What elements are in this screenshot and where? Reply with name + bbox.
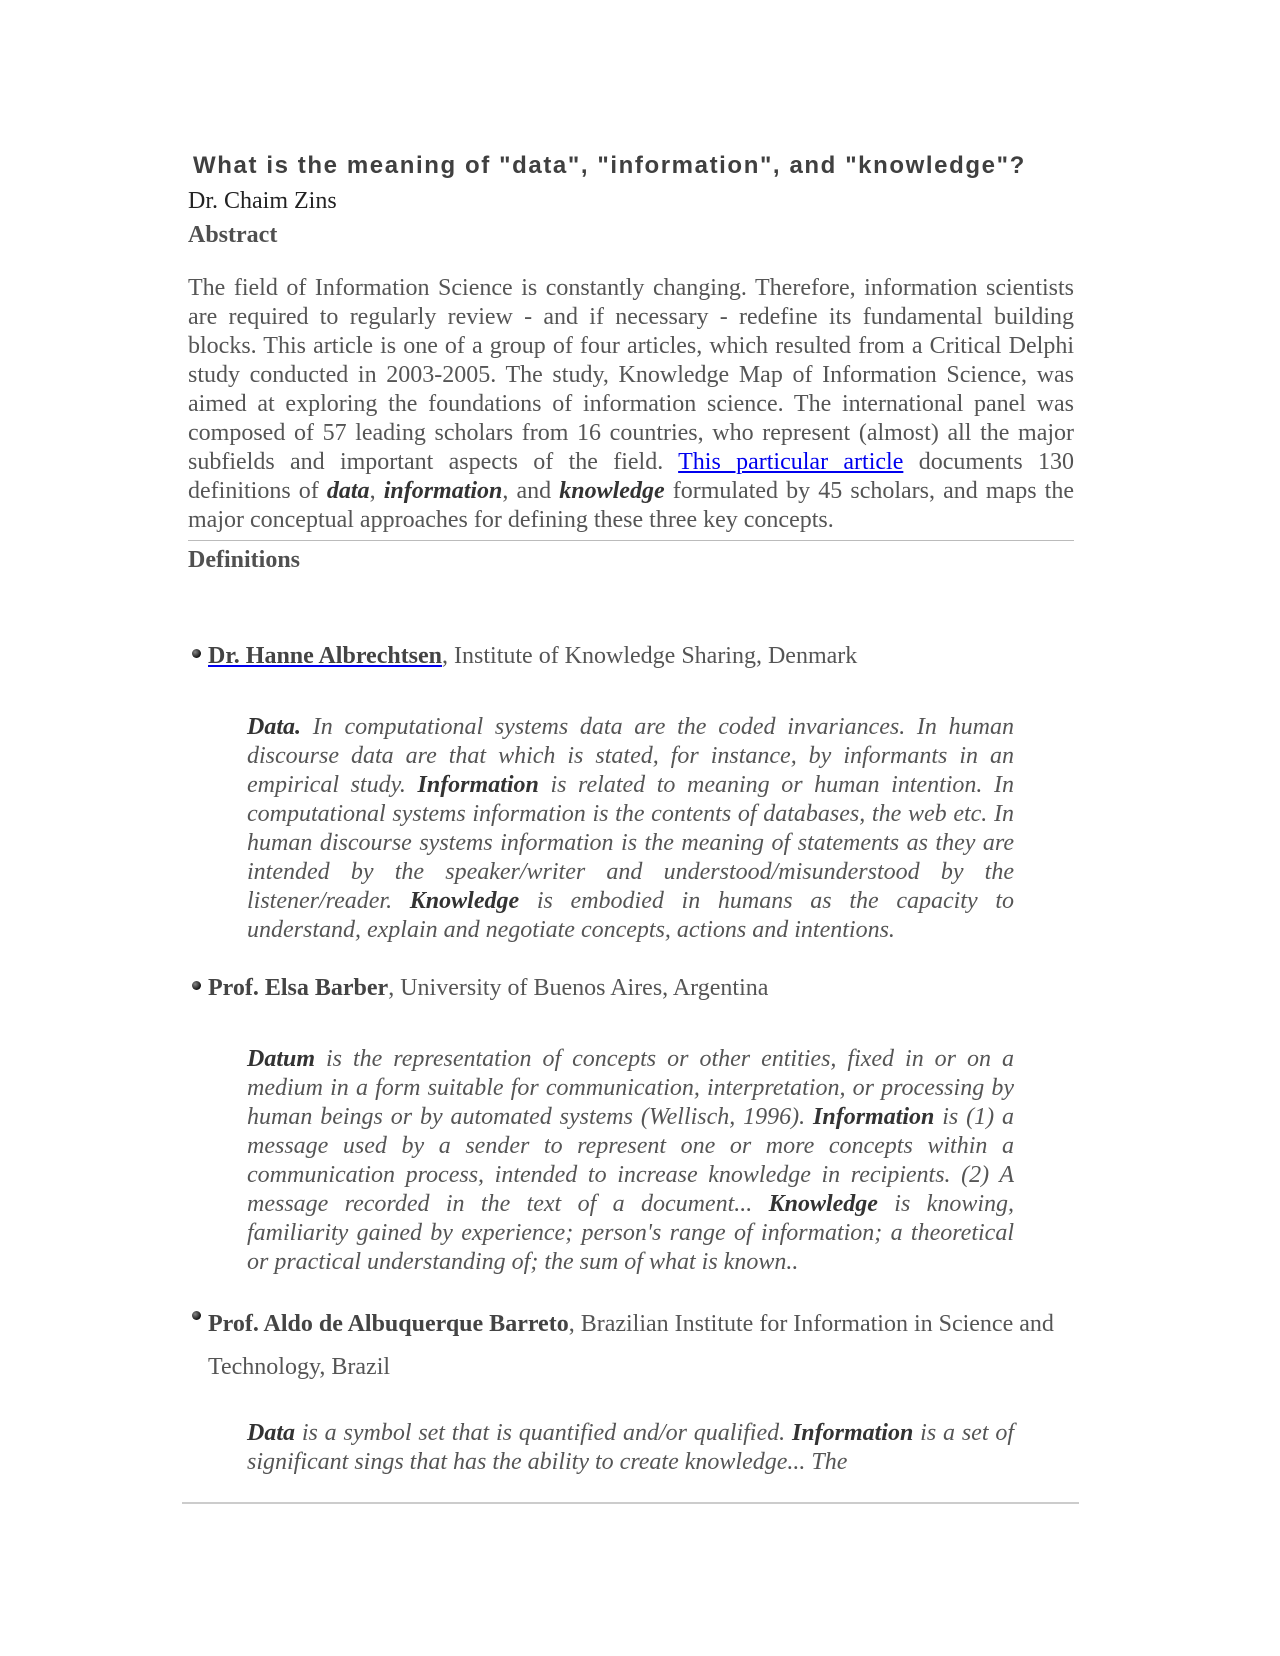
abstract-paragraph bbox=[188, 274, 1074, 535]
article-title: What is the meaning of "data", "information", and "knowledge"? bbox=[193, 152, 1026, 179]
term-data: data bbox=[326, 478, 370, 504]
quote-term: Data bbox=[247, 1420, 295, 1446]
quote-term: Knowledge bbox=[768, 1191, 878, 1217]
author-name-barber: Prof. Elsa Barber bbox=[208, 975, 389, 1001]
bullet-icon bbox=[192, 981, 201, 990]
quote-term: Information bbox=[813, 1104, 935, 1130]
abstract-separator-1: , bbox=[369, 478, 384, 504]
abstract-separator-2: , and bbox=[502, 478, 560, 504]
abstract-text-2: documents 130 definitions of bbox=[188, 449, 1075, 504]
quote-term: Data. bbox=[247, 714, 301, 740]
quote-text: is knowing, familiarity gained by experience; person's range of information; a theoretical or practical understanding of; the sum of what is known.. bbox=[247, 1191, 1014, 1275]
particular-article-link[interactable]: This particular article bbox=[678, 449, 904, 475]
abstract-text-1: The field of Information Science is constantly changing. Therefore, information scientists are required to regularly review - and if necessary - redefine its fundamental building blocks. This article is one of a group of four articles, which resulted from a Critical Delphi study conducted in 2003-2005. The study, Knowledge Map of Information Science, was aimed at exploring the foundations of information science. The international panel was composed of 57 leading scholars from 16 countries, who represent (almost) all the major subfields and important aspects of the field. bbox=[188, 275, 1074, 475]
author-affiliation: , University of Buenos Aires, Argentina bbox=[388, 975, 769, 1001]
abstract-text-3: formulated by 45 scholars, and maps the major conceptual approaches for defining these three key concepts. bbox=[188, 478, 1074, 533]
definition-author-2 bbox=[188, 973, 1074, 1003]
quote-text: is a set of significant sings that has the ability to create knowledge... The bbox=[247, 1420, 1014, 1475]
quote-text: is (1) a message used by a sender to represent one or more concepts within a communication process, intended to increase knowledge in recipients. (2) A message recorded in the text of a document... bbox=[247, 1104, 1014, 1217]
definition-author-3 bbox=[188, 1303, 1074, 1389]
definition-quote-1 bbox=[247, 713, 1014, 945]
author-link-albrechtsen[interactable]: Dr. Hanne Albrechtsen bbox=[208, 643, 443, 669]
definitions-heading: Definitions bbox=[188, 547, 301, 573]
quote-term: Knowledge bbox=[409, 888, 520, 914]
quote-text: is a symbol set that is quantified and/or qualified. bbox=[295, 1420, 792, 1446]
section-divider bbox=[188, 540, 1074, 541]
bullet-icon bbox=[192, 649, 201, 658]
definition-quote-3 bbox=[247, 1419, 1014, 1477]
term-knowledge: knowledge bbox=[559, 478, 665, 504]
author-name-barreto: Prof. Aldo de Albuquerque Barreto bbox=[208, 1311, 569, 1337]
quote-term: Datum bbox=[247, 1046, 316, 1072]
document-page bbox=[188, 150, 1074, 1477]
quote-term: Information bbox=[417, 772, 539, 798]
quote-term: Information bbox=[791, 1420, 914, 1446]
bullet-icon bbox=[192, 1311, 201, 1320]
quote-text: is the representation of concepts or other entities, fixed in or on a medium in a form suitable for communication, interpretation, or processing by human beings or by automated systems (Wellisch, 1996). bbox=[247, 1046, 1014, 1130]
page-bottom-divider bbox=[182, 1502, 1079, 1504]
term-information: information bbox=[383, 478, 503, 504]
quote-text: In computational systems data are the coded invariances. In human discourse data are that which is stated, for instance, by informants in an empirical study. bbox=[247, 714, 1014, 798]
definition-quote-2 bbox=[247, 1045, 1014, 1277]
definition-author-1 bbox=[188, 641, 1074, 671]
author-name: Dr. Chaim Zins bbox=[188, 188, 337, 214]
abstract-heading: Abstract bbox=[188, 222, 278, 248]
quote-text: is embodied in humans as the capacity to understand, explain and negotiate concepts, actions and intentions. bbox=[247, 888, 1014, 943]
author-affiliation: , Institute of Knowledge Sharing, Denmark bbox=[442, 643, 858, 669]
author-affiliation: , Brazilian Institute for Information in Science and Technology, Brazil bbox=[208, 1311, 1054, 1380]
quote-text: is related to meaning or human intention. In computational systems information is the contents of databases, the web etc. In human discourse systems information is the meaning of statements as they are intended by the speaker/writer and understood/misunderstood by the listener/reader. bbox=[247, 772, 1014, 914]
